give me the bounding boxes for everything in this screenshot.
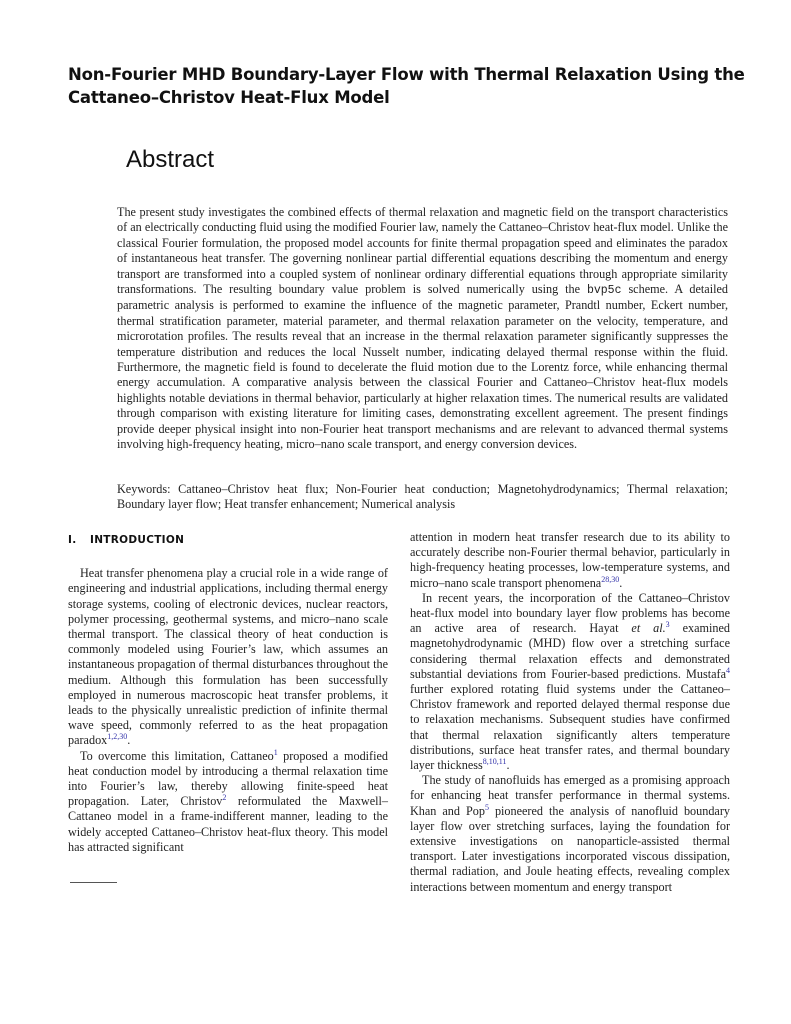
section-number: I. bbox=[68, 534, 77, 546]
citation-link[interactable]: 28,30 bbox=[601, 574, 620, 584]
right-column bbox=[410, 530, 730, 895]
intro-paragraph-4 bbox=[410, 773, 730, 895]
intro-paragraph-1 bbox=[68, 566, 388, 748]
abstract-paragraph bbox=[117, 205, 728, 453]
section-title: INTRODUCTION bbox=[90, 534, 185, 546]
paragraph-text: attention in modern heat transfer research due to its ability to accurately describe non-Fourier thermal behavior, particularly in high-frequency heating processes, low-temperature systems, and micro–nano scale transport phenomena bbox=[410, 530, 730, 590]
paper-title bbox=[68, 63, 748, 109]
left-column bbox=[68, 533, 388, 855]
abstract-text-part-2: scheme. A detailed parametric analysis is performed to examine the influence of the magnetic parameter, Prandtl number, Eckert number, thermal stratification parameter, material parameter, and thermal relaxation parameter on the velocity, temperature, and microrotation profiles. The results reveal that an increase in the thermal relaxation parameter significantly suppresses the temperature distribution and reduces the local Nusselt number, indicating delayed thermal response within the fluid. Furthermore, the magnetic field is found to decelerate the fluid motion due to the Lorentz force, while enhancing thermal energy accumulation. A comparative analysis between the classical Fourier and Cattaneo–Christov heat-flux models highlights notable deviations in thermal behavior, particularly at higher relaxation times. The numerical results are validated through comparison with existing literature for limiting cases, demonstrating excellent agreement. The present findings provide deeper physical insight into non-Fourier heat transport mechanisms and are relevant to advanced thermal systems involving high-frequency heating, micro–nano scale transport, and energy conversion devices. bbox=[117, 282, 728, 452]
et-al-text: et al. bbox=[631, 621, 666, 636]
intro-paragraph-2 bbox=[68, 749, 388, 855]
intro-paragraph-3 bbox=[410, 591, 730, 773]
paragraph-text: examined magnetohydrodynamic (MHD) flow over a stretching surface considering thermal relaxation effects and demonstrated substantial deviations from Fourier-based predictions. Mustafa bbox=[410, 621, 730, 681]
intro-paragraph-2-continued bbox=[410, 530, 730, 591]
paragraph-text: further explored rotating fluid systems under the Cattaneo–Christov framework and reported delayed thermal response due to relaxation mechanisms. Subsequent studies have confirmed that thermal relaxation significantly alters temperature distributions, surface heat transfer rates, and thermal boundary layer thickness bbox=[410, 682, 730, 773]
abstract-text-part-1: The present study investigates the combined effects of thermal relaxation and magnetic field on the transport characteristics of an electrically conducting fluid using the modified Fourier law, namely the Cattaneo–Christov heat-flux model. Unlike the classical Fourier formulation, the proposed model accounts for finite thermal propagation speed and eliminates the paradox of instantaneous heat transfer. The governing nonlinear partial differential equations describing the momentum and energy transport are transformed into a coupled system of nonlinear ordinary differential equations through appropriate similarity transformations. The resulting boundary value problem is solved numerically using the bbox=[117, 205, 728, 297]
citation-link[interactable]: 1,2,30 bbox=[107, 732, 128, 742]
paper-title-line-1: Non-Fourier MHD Boundary-Layer Flow with Thermal Relaxation Using the bbox=[68, 65, 745, 84]
paragraph-text: reformulated the Maxwell–Cattaneo model in a frame-indifferent manner, leading to the widely accepted Cattaneo–Christov heat-flux theory. This model has attracted significant bbox=[68, 794, 388, 854]
paragraph-text: proposed a modified heat conduction model by introducing a thermal relaxation time into Fourier’s law, thereby allowing finite-speed heat propagation. Later, Christov bbox=[68, 748, 388, 809]
paragraph-text: Heat transfer phenomena play a crucial role in a wide range of engineering and industrial applications, including thermal energy storage systems, cooling of electronic devices, nuclear reactors, polymer processing, geothermal systems, and micro–nano scale thermal transport. The classical theory of heat conduction is commonly modeled using Fourier’s law, which assumes an instantaneous propagation of thermal disturbances throughout the medium. Although this formulation has been successfully employed in numerous macroscopic heat transfer problems, it leads to the physically unrealistic prediction of infinite thermal wave speed, commonly referred to as the heat propagation paradox bbox=[68, 566, 388, 748]
paragraph-text: pioneered the analysis of nanofluid boundary layer flow over stretching surfaces, laying the foundation for extensive investigations on nanoparticle-assisted thermal transport. Later investigations incorporated viscous dissipation, thermal radiation, and Joule heating effects, revealing complex interactions between momentum and energy transport bbox=[410, 803, 730, 894]
footnote-divider bbox=[70, 882, 117, 883]
section-heading-introduction bbox=[68, 533, 388, 548]
citation-link[interactable]: 2 bbox=[222, 793, 227, 803]
abstract-heading: Abstract bbox=[126, 146, 215, 173]
keywords-label: Keywords: bbox=[117, 482, 171, 496]
paper-title-line-2: Cattaneo–Christov Heat-Flux Model bbox=[68, 88, 390, 107]
citation-link[interactable]: 5 bbox=[484, 802, 489, 812]
paragraph-text: The study of nanofluids has emerged as a promising approach for enhancing heat transfer performance in thermal systems. Khan and Pop bbox=[410, 773, 730, 818]
paragraph-end: . bbox=[506, 758, 510, 773]
citation-link[interactable]: 4 bbox=[726, 665, 730, 675]
paragraph-end: . bbox=[127, 733, 131, 748]
paragraph-end: . bbox=[619, 575, 623, 590]
citation-link[interactable]: 8,10,11 bbox=[482, 757, 507, 767]
citation-link[interactable]: 1 bbox=[273, 747, 278, 757]
abstract-body bbox=[117, 205, 728, 453]
abstract-code-term: bvp5c bbox=[586, 284, 622, 298]
keywords bbox=[117, 482, 728, 513]
paragraph-text: In recent years, the incorporation of the Cattaneo–Christov heat-flux model into boundary layer flow problems has become an active area of research. Hayat bbox=[410, 590, 730, 636]
paragraph-text: To overcome this limitation, Cattaneo bbox=[80, 748, 274, 763]
keywords-list: Cattaneo–Christov heat flux; Non-Fourier heat conduction; Magnetohydrodynamics; Thermal relaxation; Boundary layer flow; Heat transfer enhancement; Numerical analysis bbox=[117, 482, 728, 512]
citation-link[interactable]: 3 bbox=[665, 620, 670, 630]
